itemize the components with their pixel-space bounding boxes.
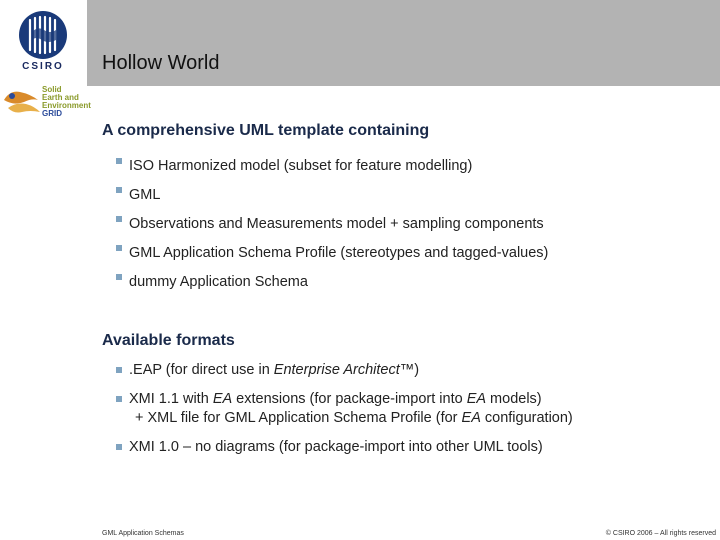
list-item-continuation: + XML file for GML Application Schema Profile (for EA configuration) xyxy=(135,410,573,426)
section1-heading: A comprehensive UML template containing xyxy=(102,122,430,139)
footer-title: GML Application Schemas xyxy=(102,530,184,537)
section2-heading: Available formats xyxy=(102,332,235,349)
list-item: XMI 1.1 with EA extensions (for package-import into EA models) + XML file for GML Application Schema Profile (for EA configuration) xyxy=(116,390,573,428)
csiro-logo-text: CSIRO xyxy=(22,61,64,72)
seeg-logo-icon xyxy=(2,86,42,120)
slide-title: Hollow World xyxy=(102,52,220,74)
list-item: GML Application Schema Profile (stereotypes and tagged-values) xyxy=(116,239,548,268)
list-item: .EAP (for direct use in Enterprise Architect™) xyxy=(116,361,573,380)
seeg-logo-text: Solid Earth and Environment GRID xyxy=(42,85,91,118)
list-item: XMI 1.0 – no diagrams (for package-import into other UML tools) xyxy=(116,438,573,457)
list-item: GML xyxy=(116,181,548,210)
logo-area xyxy=(0,0,87,86)
list-item: ISO Harmonized model (subset for feature modelling) xyxy=(116,152,548,181)
list-item: dummy Application Schema xyxy=(116,268,548,297)
section2-list xyxy=(116,361,573,457)
csiro-logo-icon xyxy=(18,10,68,60)
list-item: Observations and Measurements model + sampling components xyxy=(116,210,548,239)
section1-list xyxy=(116,152,548,297)
footer-copyright: © CSIRO 2006 – All rights reserved xyxy=(605,530,716,537)
